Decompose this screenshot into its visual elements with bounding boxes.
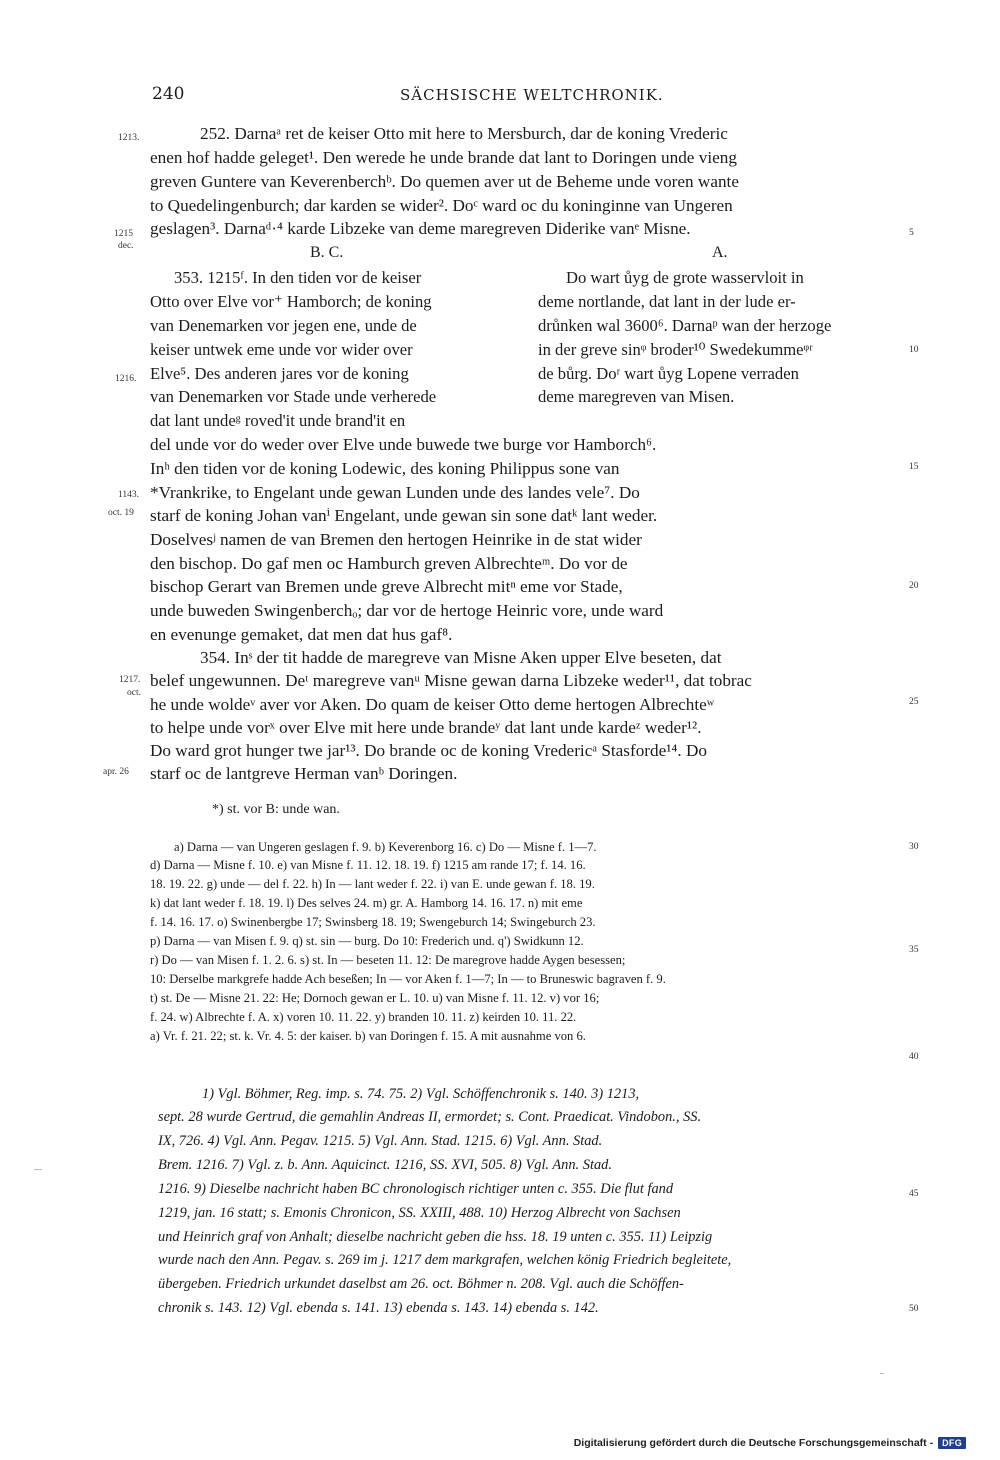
right-column-line: de bůrg. Doʳ wart ůyg Lopene verraden <box>538 364 799 383</box>
left-column-line: 353. 1215ᶠ. In den tiden vor de keiser <box>174 268 422 287</box>
scan-artifact <box>880 1373 884 1374</box>
right-column-line: drůnken wal 3600⁶. Darnaᵖ wan der herzoge <box>538 316 832 335</box>
variant-note: k) dat lant weder f. 18. 19. l) Des selves 24. m) gr. A. Hamborg 14. 16. 17. n) mit eme <box>150 896 583 910</box>
left-column-line: dat lant undeᵍ roved'it unde brand'it en <box>150 411 406 430</box>
digitization-credit <box>574 1437 966 1449</box>
text-line: to Quedelingenburch; dar karden se wider². Doᶜ ward oc du koninginne van Ungeren <box>150 196 733 215</box>
text-line: Do ward grot hunger twe jar¹³. Do brande oc de koning Vredericᵃ Stasforde¹⁴. Do <box>150 741 707 760</box>
page-number: 240 <box>152 84 185 104</box>
text-line: enen hof hadde geleget¹. Den werede he unde brande dat lant to Doringen unde vieng <box>150 148 737 167</box>
text-line: den bischop. Do gaf men oc Hamburch greven Albrechteᵐ. Do vor de <box>150 554 628 573</box>
left-column-line: Elve⁵. Des anderen jares vor de koning <box>150 364 409 383</box>
text-line: he unde woldeᵛ aver vor Aken. Do quam de keiser Otto deme hertogen Albrechteʷ <box>150 695 715 714</box>
margin-date: oct. 19 <box>108 508 134 518</box>
footnote-line: Brem. 1216. 7) Vgl. z. b. Ann. Aquicinct. 1216, SS. XVI, 505. 8) Vgl. Ann. Stad. <box>158 1157 612 1173</box>
star-note: *) st. vor B: unde wan. <box>212 802 340 817</box>
text-line: geslagen³. Darnaᵈ·⁴ karde Libzeke van deme maregreven Diderike vanᵉ Misne. <box>150 219 691 238</box>
line-number: 20 <box>909 581 919 591</box>
footnote-line: und Heinrich graf von Anhalt; dieselbe nachricht geben die hss. 18. 19 unten c. 355. 11) Leipzig <box>158 1229 713 1245</box>
footnote-line: chronik s. 143. 12) Vgl. ebenda s. 141. 13) ebenda s. 143. 14) ebenda s. 142. <box>158 1300 599 1316</box>
text-line: to helpe unde vorˣ over Elve mit here unde brandeʸ dat lant unde kardeᶻ weder¹². <box>150 718 702 737</box>
text-line: belef ungewunnen. Deᵗ maregreve vanᵘ Misne gewan darna Libzeke weder¹¹, dat tobrac <box>150 671 752 690</box>
right-column-line: Do wart ůyg de grote wasservloit in <box>566 268 804 287</box>
line-number: 10 <box>909 345 919 355</box>
text-line: *Vrankrike, to Engelant unde gewan Lunden unde des landes vele⁷. Do <box>150 483 640 502</box>
text-line: unde buweden Swingenberchₒ; dar vor de hertoge Heinric vore, unde ward <box>150 601 664 620</box>
variant-note: a) Vr. f. 21. 22; st. k. Vr. 4. 5: der kaiser. b) van Doringen f. 15. A mit ausnahme von 6. <box>150 1029 586 1043</box>
text-line: greven Guntere van Keverenberchᵇ. Do quemen aver ut de Beheme unde voren wante <box>150 172 739 191</box>
line-number: 25 <box>909 697 919 707</box>
margin-date: 1143. <box>118 490 140 500</box>
margin-date: dec. <box>118 241 134 251</box>
margin-date: 1215 <box>114 229 133 239</box>
variant-note: 10: Derselbe markgrefe hadde Ach beseßen; In — vor Aken f. 1—7; In — to Bruneswic bagraven f. 9. <box>150 972 666 986</box>
variant-note: p) Darna — van Misen f. 9. q) st. sin — burg. Do 10: Frederich und. q') Swidkunn 12. <box>150 934 584 948</box>
margin-date: 1213. <box>118 133 140 143</box>
right-column-line: deme nortlande, dat lant in der lude er- <box>538 292 796 311</box>
text-line: starf oc de lantgreve Herman vanᵇ Doringen. <box>150 764 458 783</box>
margin-date: 1217. <box>119 675 141 685</box>
line-number: 50 <box>909 1304 919 1314</box>
text-line: Doselvesʲ namen de van Bremen den hertogen Heinrike in de stat wider <box>150 530 642 549</box>
variant-note: r) Do — van Misen f. 1. 2. 6. s) st. In — beseten 11. 12: De maregrove hadde Aygen besessen; <box>150 953 626 967</box>
left-column-line: Otto over Elve vor⁺ Hamborch; de koning <box>150 292 432 311</box>
text-line: 252. Darnaᵃ ret de keiser Otto mit here to Mersburch, dar de koning Vrederic <box>200 124 728 143</box>
text-line: 354. Inˢ der tit hadde de maregreve van Misne Aken upper Elve beseten, dat <box>200 648 722 667</box>
text-line: bischop Gerart van Bremen unde greve Albrecht mitⁿ eme vor Stade, <box>150 577 623 596</box>
variant-note: d) Darna — Misne f. 10. e) van Misne f. 11. 12. 18. 19. f) 1215 am rande 17; f. 14. 16. <box>150 858 586 872</box>
dfg-logo: DFG <box>938 1437 966 1449</box>
variant-note: f. 24. w) Albrechte f. A. x) voren 10. 11. 22. y) branden 10. 11. z) keirden 10. 11. 22. <box>150 1010 577 1024</box>
left-column-line: keiser untwek eme unde vor wider over <box>150 340 413 359</box>
text-line: en evenunge gemaket, dat men dat hus gaf⁸. <box>150 625 453 644</box>
footnote-line: sept. 28 wurde Gertrud, die gemahlin Andreas II, ermordet; s. Cont. Praedicat. Vindobon., SS. <box>158 1109 702 1125</box>
line-number: 15 <box>909 462 919 472</box>
line-number: 45 <box>909 1189 919 1199</box>
line-number: 35 <box>909 945 919 955</box>
variant-note: t) st. De — Misne 21. 22: He; Dornoch gewan er L. 10. u) van Misne f. 11. 12. v) vor 16; <box>150 991 600 1005</box>
variant-note: a) Darna — van Ungeren geslagen f. 9. b) Keverenborg 16. c) Do — Misne f. 1—7. <box>174 840 597 854</box>
line-number: 5 <box>909 228 914 238</box>
scan-artifact <box>34 1169 42 1170</box>
footnote-line: übergeben. Friedrich urkundet daselbst am 26. oct. Böhmer n. 208. Vgl. auch die Schöffen- <box>158 1276 684 1292</box>
right-column-line: deme maregreven van Misen. <box>538 387 735 406</box>
column-header-right: A. <box>712 244 728 261</box>
text-line: starf de koning Johan vanⁱ Engelant, unde gewan sin sone datᵏ lant weder. <box>150 506 658 525</box>
running-title: SÄCHSISCHE WELTCHRONIK. <box>400 86 664 104</box>
margin-date: oct. <box>127 688 141 698</box>
text-line: del unde vor do weder over Elve unde buwede twe burge vor Hamborch⁶. <box>150 435 657 454</box>
left-column-line: van Denemarken vor Stade unde verherede <box>150 387 437 406</box>
footnote-line: 1219, jan. 16 statt; s. Emonis Chronicon, SS. XXIII, 488. 10) Herzog Albrecht von Sachsen <box>158 1205 681 1221</box>
credit-text: Digitalisierung gefördert durch die Deutsche Forschungsgemeinschaft - <box>573 1437 934 1449</box>
footnote-line: IX, 726. 4) Vgl. Ann. Pegav. 1215. 5) Vgl. Ann. Stad. 1215. 6) Vgl. Ann. Stad. <box>158 1133 603 1149</box>
margin-date: 1216. <box>115 374 137 384</box>
left-column-line: van Denemarken vor jegen ene, unde de <box>150 316 417 335</box>
footnote-line: wurde nach den Ann. Pegav. s. 269 im j. 1217 dem markgrafen, welchen könig Friedrich begleitete, <box>158 1252 732 1268</box>
variant-note: f. 14. 16. 17. o) Swinenbergbe 17; Swinsberg 18. 19; Swengeburch 14; Swingeburch 23. <box>150 915 596 929</box>
line-number: 30 <box>909 842 919 852</box>
variant-note: 18. 19. 22. g) unde — del f. 22. h) In — lant weder f. 22. i) van E. unde gewan f. 18. 19. <box>150 877 595 891</box>
line-number: 40 <box>909 1052 919 1062</box>
footnote-line: 1) Vgl. Böhmer, Reg. imp. s. 74. 75. 2) Vgl. Schöffenchronik s. 140. 3) 1213, <box>202 1086 640 1102</box>
text-line: Inʰ den tiden vor de koning Lodewic, des koning Philippus sone van <box>150 459 620 478</box>
right-column-line: in der greve sinᵠ broder¹⁰ Swedekummeᵠʳ <box>538 340 813 359</box>
column-header-left: B. C. <box>310 244 344 261</box>
footnote-line: 1216. 9) Dieselbe nachricht haben BC chronologisch richtiger unten c. 355. Die flut fand <box>158 1181 674 1197</box>
margin-date: apr. 26 <box>103 767 129 777</box>
